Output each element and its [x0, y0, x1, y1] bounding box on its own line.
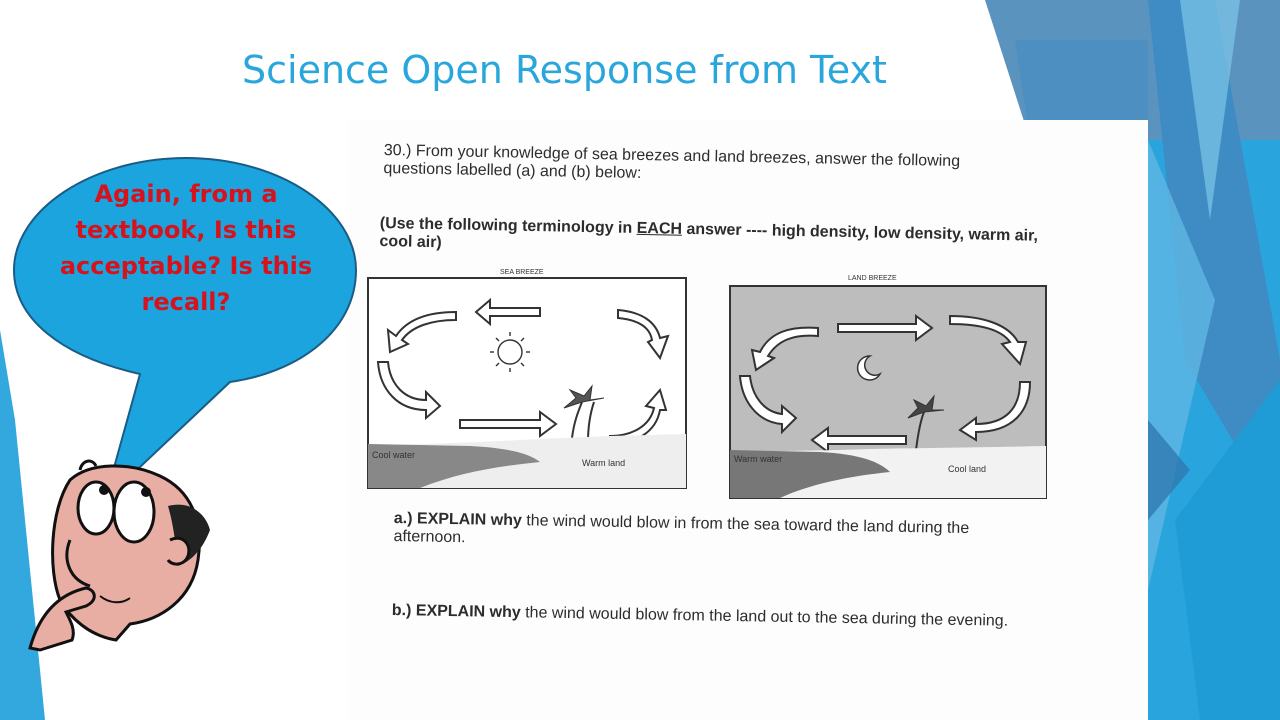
terminology-prefix: (Use the following terminology in	[379, 215, 637, 237]
part-a-text: the wind would blow in from the sea toward the land during the afternoon.	[393, 512, 970, 547]
part-a-label: a.)	[393, 510, 413, 528]
part-b-text: the wind would blow from the land out to the sea during the evening.	[520, 604, 1009, 630]
cool-land-label: Cool land	[948, 464, 987, 474]
part-b-label: b.)	[391, 602, 412, 620]
sea-breeze-caption: SEA BREEZE	[500, 269, 544, 276]
land-breeze-caption: LAND BREEZE	[848, 275, 897, 282]
cool-water-label: Cool water	[372, 450, 416, 460]
question-number: 30.)	[383, 142, 412, 160]
speech-bubble-text: Again, from a textbook, Is this acceptable? Is this recall?	[59, 180, 313, 316]
terminology-suffix: answer ---- high density, low density, warm air, cool air)	[379, 220, 1039, 252]
part-b-bold: EXPLAIN why	[415, 602, 521, 622]
warm-water-label: Warm water	[734, 454, 783, 464]
question-body: From your knowledge of sea breezes and land breezes, answer the following questions labelled (a) and (b) below:	[383, 142, 961, 182]
warm-land-label: Warm land	[582, 458, 626, 468]
part-a-bold: EXPLAIN why	[416, 510, 523, 530]
slide-title: Science Open Response from Text	[242, 48, 887, 92]
terminology-emphasis: EACH	[636, 219, 683, 238]
